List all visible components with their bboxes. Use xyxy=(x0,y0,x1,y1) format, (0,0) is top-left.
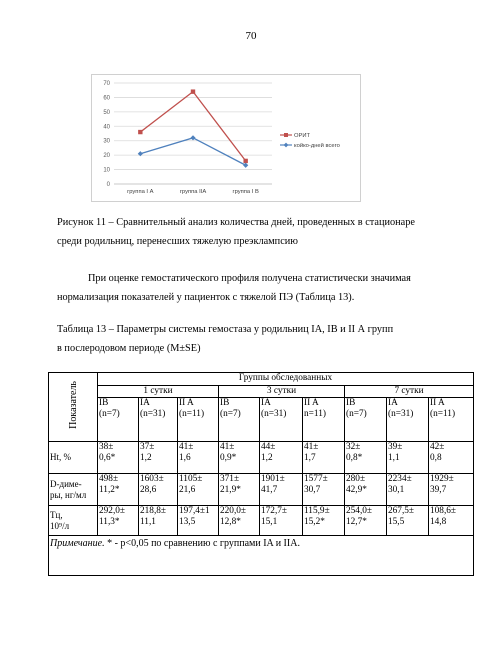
value-mean: 1603± xyxy=(140,474,164,484)
subgroup-n: (n=7) xyxy=(346,409,367,419)
paragraph-line1-text: При оценке гемостатического профиля получена статистически значимая xyxy=(88,273,411,284)
value-se: 1,7 xyxy=(304,453,316,463)
value-mean: 44± xyxy=(261,442,276,452)
data-point xyxy=(243,159,247,163)
table-title xyxy=(57,320,467,358)
value-cell xyxy=(260,442,303,474)
value-se: 0,8 xyxy=(430,453,442,463)
value-mean: 1577± xyxy=(304,474,328,484)
value-se: 39,7 xyxy=(430,485,447,495)
value-cell xyxy=(98,442,139,474)
row-label-ht xyxy=(49,442,98,474)
value-se: 15,2* xyxy=(304,517,325,527)
x-tick-label: группа I В xyxy=(232,189,259,195)
value-se: 1,2 xyxy=(261,453,273,463)
value-mean: 1901± xyxy=(261,474,285,484)
value-cell xyxy=(139,474,178,506)
value-se: 42,9* xyxy=(346,485,367,495)
day-header: 1 сутки xyxy=(98,386,219,398)
row-label-platelets xyxy=(49,506,98,536)
value-mean: 267,5± xyxy=(388,506,415,516)
subgroup-name: II A xyxy=(304,398,319,408)
day-header: 3 сутки xyxy=(219,386,345,398)
value-cell xyxy=(178,506,219,536)
figure-caption-line1: Рисунок 11 – Сравнительный анализ количества дней, проведенных в стационаре xyxy=(57,217,415,228)
value-se: 21,6 xyxy=(179,485,196,495)
value-mean: 498± xyxy=(99,474,119,484)
value-se: 30,7 xyxy=(304,485,321,495)
value-se: 41,7 xyxy=(261,485,278,495)
row-label-d-dimers xyxy=(49,474,98,506)
value-mean: 42± xyxy=(430,442,445,452)
table-title-line2: в послеродовом периоде (M±SE) xyxy=(57,343,201,354)
subgroup-header xyxy=(303,398,345,442)
value-cell xyxy=(345,506,387,536)
value-se: 1,6 xyxy=(179,453,191,463)
subgroup-n: (n=7) xyxy=(220,409,241,419)
subgroup-header xyxy=(387,398,429,442)
data-point xyxy=(243,163,248,168)
value-mean: 280± xyxy=(346,474,366,484)
value-se: 0,9* xyxy=(220,453,237,463)
value-cell xyxy=(219,442,260,474)
side-header: Показатель xyxy=(67,381,79,429)
note-text: * - р<0,05 по сравнению с группами IA и IIA. xyxy=(104,538,300,549)
value-se: 11,3* xyxy=(99,517,120,527)
y-tick-label: 30 xyxy=(103,138,110,145)
value-se: 30,1 xyxy=(388,485,405,495)
y-tick-label: 40 xyxy=(103,124,110,131)
data-point xyxy=(191,89,195,93)
subgroup-n: (n=31) xyxy=(140,409,166,419)
paragraph-line1 xyxy=(57,269,465,288)
value-se: 12,7* xyxy=(346,517,367,527)
value-cell xyxy=(98,506,139,536)
value-se: 15,1 xyxy=(261,517,278,527)
value-se: 14,8 xyxy=(430,517,447,527)
subgroup-header xyxy=(178,398,219,442)
value-mean: 292,0± xyxy=(99,506,126,516)
row-label-unit: 10⁹/л xyxy=(50,520,70,531)
paragraph-line2: нормализация показателей у пациенток с тяжелой ПЭ (Таблица 13). xyxy=(57,292,355,303)
value-mean: 1105± xyxy=(179,474,203,484)
value-cell xyxy=(219,506,260,536)
x-tick-label: группа I А xyxy=(127,189,154,195)
subgroup-n: (n=11) xyxy=(430,409,456,419)
value-mean: 371± xyxy=(220,474,240,484)
value-cell xyxy=(219,474,260,506)
value-mean: 218,8± xyxy=(140,506,167,516)
subgroup-name: II A xyxy=(430,398,445,408)
series-line xyxy=(140,138,245,165)
value-mean: 41± xyxy=(220,442,235,452)
subgroup-header xyxy=(139,398,178,442)
value-cell xyxy=(303,474,345,506)
side-header-cell xyxy=(49,373,98,442)
value-mean: 197,4±1 xyxy=(179,506,210,516)
value-mean: 32± xyxy=(346,442,361,452)
row-label-text: Тц, xyxy=(50,509,63,520)
value-cell xyxy=(303,442,345,474)
subgroup-header xyxy=(345,398,387,442)
value-cell xyxy=(178,474,219,506)
value-mean: 37± xyxy=(140,442,155,452)
value-cell xyxy=(260,506,303,536)
x-tick-label: группа IIА xyxy=(179,189,207,195)
value-cell xyxy=(345,474,387,506)
subgroup-n: (n=7) xyxy=(99,409,120,419)
y-tick-label: 50 xyxy=(103,109,110,116)
row-label-text: D-диме- xyxy=(50,478,82,489)
value-mean: 172,7± xyxy=(261,506,288,516)
subgroup-header xyxy=(260,398,303,442)
hemostasis-table xyxy=(48,372,474,576)
value-cell xyxy=(387,442,429,474)
subgroup-name: IB xyxy=(99,398,109,408)
value-mean: 38± xyxy=(99,442,114,452)
subgroup-name: IA xyxy=(140,398,150,408)
data-point xyxy=(138,130,142,134)
body-paragraph xyxy=(57,269,465,307)
value-cell xyxy=(139,506,178,536)
value-mean: 254,0± xyxy=(346,506,373,516)
value-se: 0,6* xyxy=(99,453,116,463)
legend-label: ОРИТ xyxy=(294,133,311,139)
subgroup-name: IB xyxy=(346,398,356,408)
value-cell xyxy=(387,506,429,536)
subgroup-header xyxy=(219,398,260,442)
value-se: 11,2* xyxy=(99,485,120,495)
value-mean: 1929± xyxy=(430,474,454,484)
value-se: 1,2 xyxy=(140,453,152,463)
value-mean: 39± xyxy=(388,442,403,452)
figure-caption-line2: среди родильниц, перенесших тяжелую преэклампсию xyxy=(57,236,298,247)
value-se: 11,1 xyxy=(140,517,156,527)
value-mean: 115,9± xyxy=(304,506,330,516)
legend-marker xyxy=(284,133,288,137)
y-tick-label: 0 xyxy=(106,182,110,188)
value-mean: 108,6± xyxy=(430,506,457,516)
row-label-unit: ры, нг/мл xyxy=(50,489,87,500)
legend-marker xyxy=(284,143,289,148)
data-point xyxy=(190,135,195,140)
y-tick-label: 20 xyxy=(103,153,110,160)
value-se: 12,8* xyxy=(220,517,241,527)
page-number: 70 xyxy=(245,30,257,42)
y-tick-label: 70 xyxy=(103,81,110,87)
value-cell xyxy=(139,442,178,474)
legend-label: койко-дней всего xyxy=(294,143,340,149)
value-mean: 220,0± xyxy=(220,506,247,516)
table-note xyxy=(49,536,474,576)
table-title-line1: Таблица 13 – Параметры системы гемостаза у родильниц IA, IB и II А групп xyxy=(57,324,394,335)
subgroup-n: (n=31) xyxy=(388,409,414,419)
subgroup-name: II A xyxy=(179,398,194,408)
value-se: 15,5 xyxy=(388,517,405,527)
value-se: 1,1 xyxy=(388,453,400,463)
subgroup-name: IA xyxy=(261,398,271,408)
value-se: 21,9* xyxy=(220,485,241,495)
value-cell xyxy=(303,506,345,536)
value-cell xyxy=(178,442,219,474)
value-cell xyxy=(260,474,303,506)
value-mean: 2234± xyxy=(388,474,412,484)
value-se: 0,8* xyxy=(346,453,363,463)
value-cell xyxy=(429,442,474,474)
value-mean: 41± xyxy=(179,442,194,452)
subgroup-n: (n=11) xyxy=(179,409,205,419)
figure-caption xyxy=(57,213,462,251)
value-cell xyxy=(98,474,139,506)
subgroup-name: IA xyxy=(388,398,398,408)
subgroup-name: IB xyxy=(220,398,230,408)
y-tick-label: 10 xyxy=(103,167,110,174)
value-se: 28,6 xyxy=(140,485,157,495)
groups-header: Группы обследованных xyxy=(98,373,474,386)
value-cell xyxy=(345,442,387,474)
subgroup-n: (n=31) xyxy=(261,409,287,419)
value-mean: 41± xyxy=(304,442,319,452)
subgroup-header xyxy=(429,398,474,442)
value-cell xyxy=(387,474,429,506)
chart-svg xyxy=(92,75,360,201)
subgroup-n: n=11) xyxy=(304,409,326,419)
y-tick-label: 60 xyxy=(103,95,110,102)
line-chart xyxy=(91,74,361,202)
day-header: 7 сутки xyxy=(345,386,474,398)
value-cell xyxy=(429,506,474,536)
row-label-text: Ht, % xyxy=(50,452,71,462)
subgroup-header xyxy=(98,398,139,442)
value-se: 13,5 xyxy=(179,517,196,527)
value-cell xyxy=(429,474,474,506)
note-label: Примечание. xyxy=(50,538,105,549)
